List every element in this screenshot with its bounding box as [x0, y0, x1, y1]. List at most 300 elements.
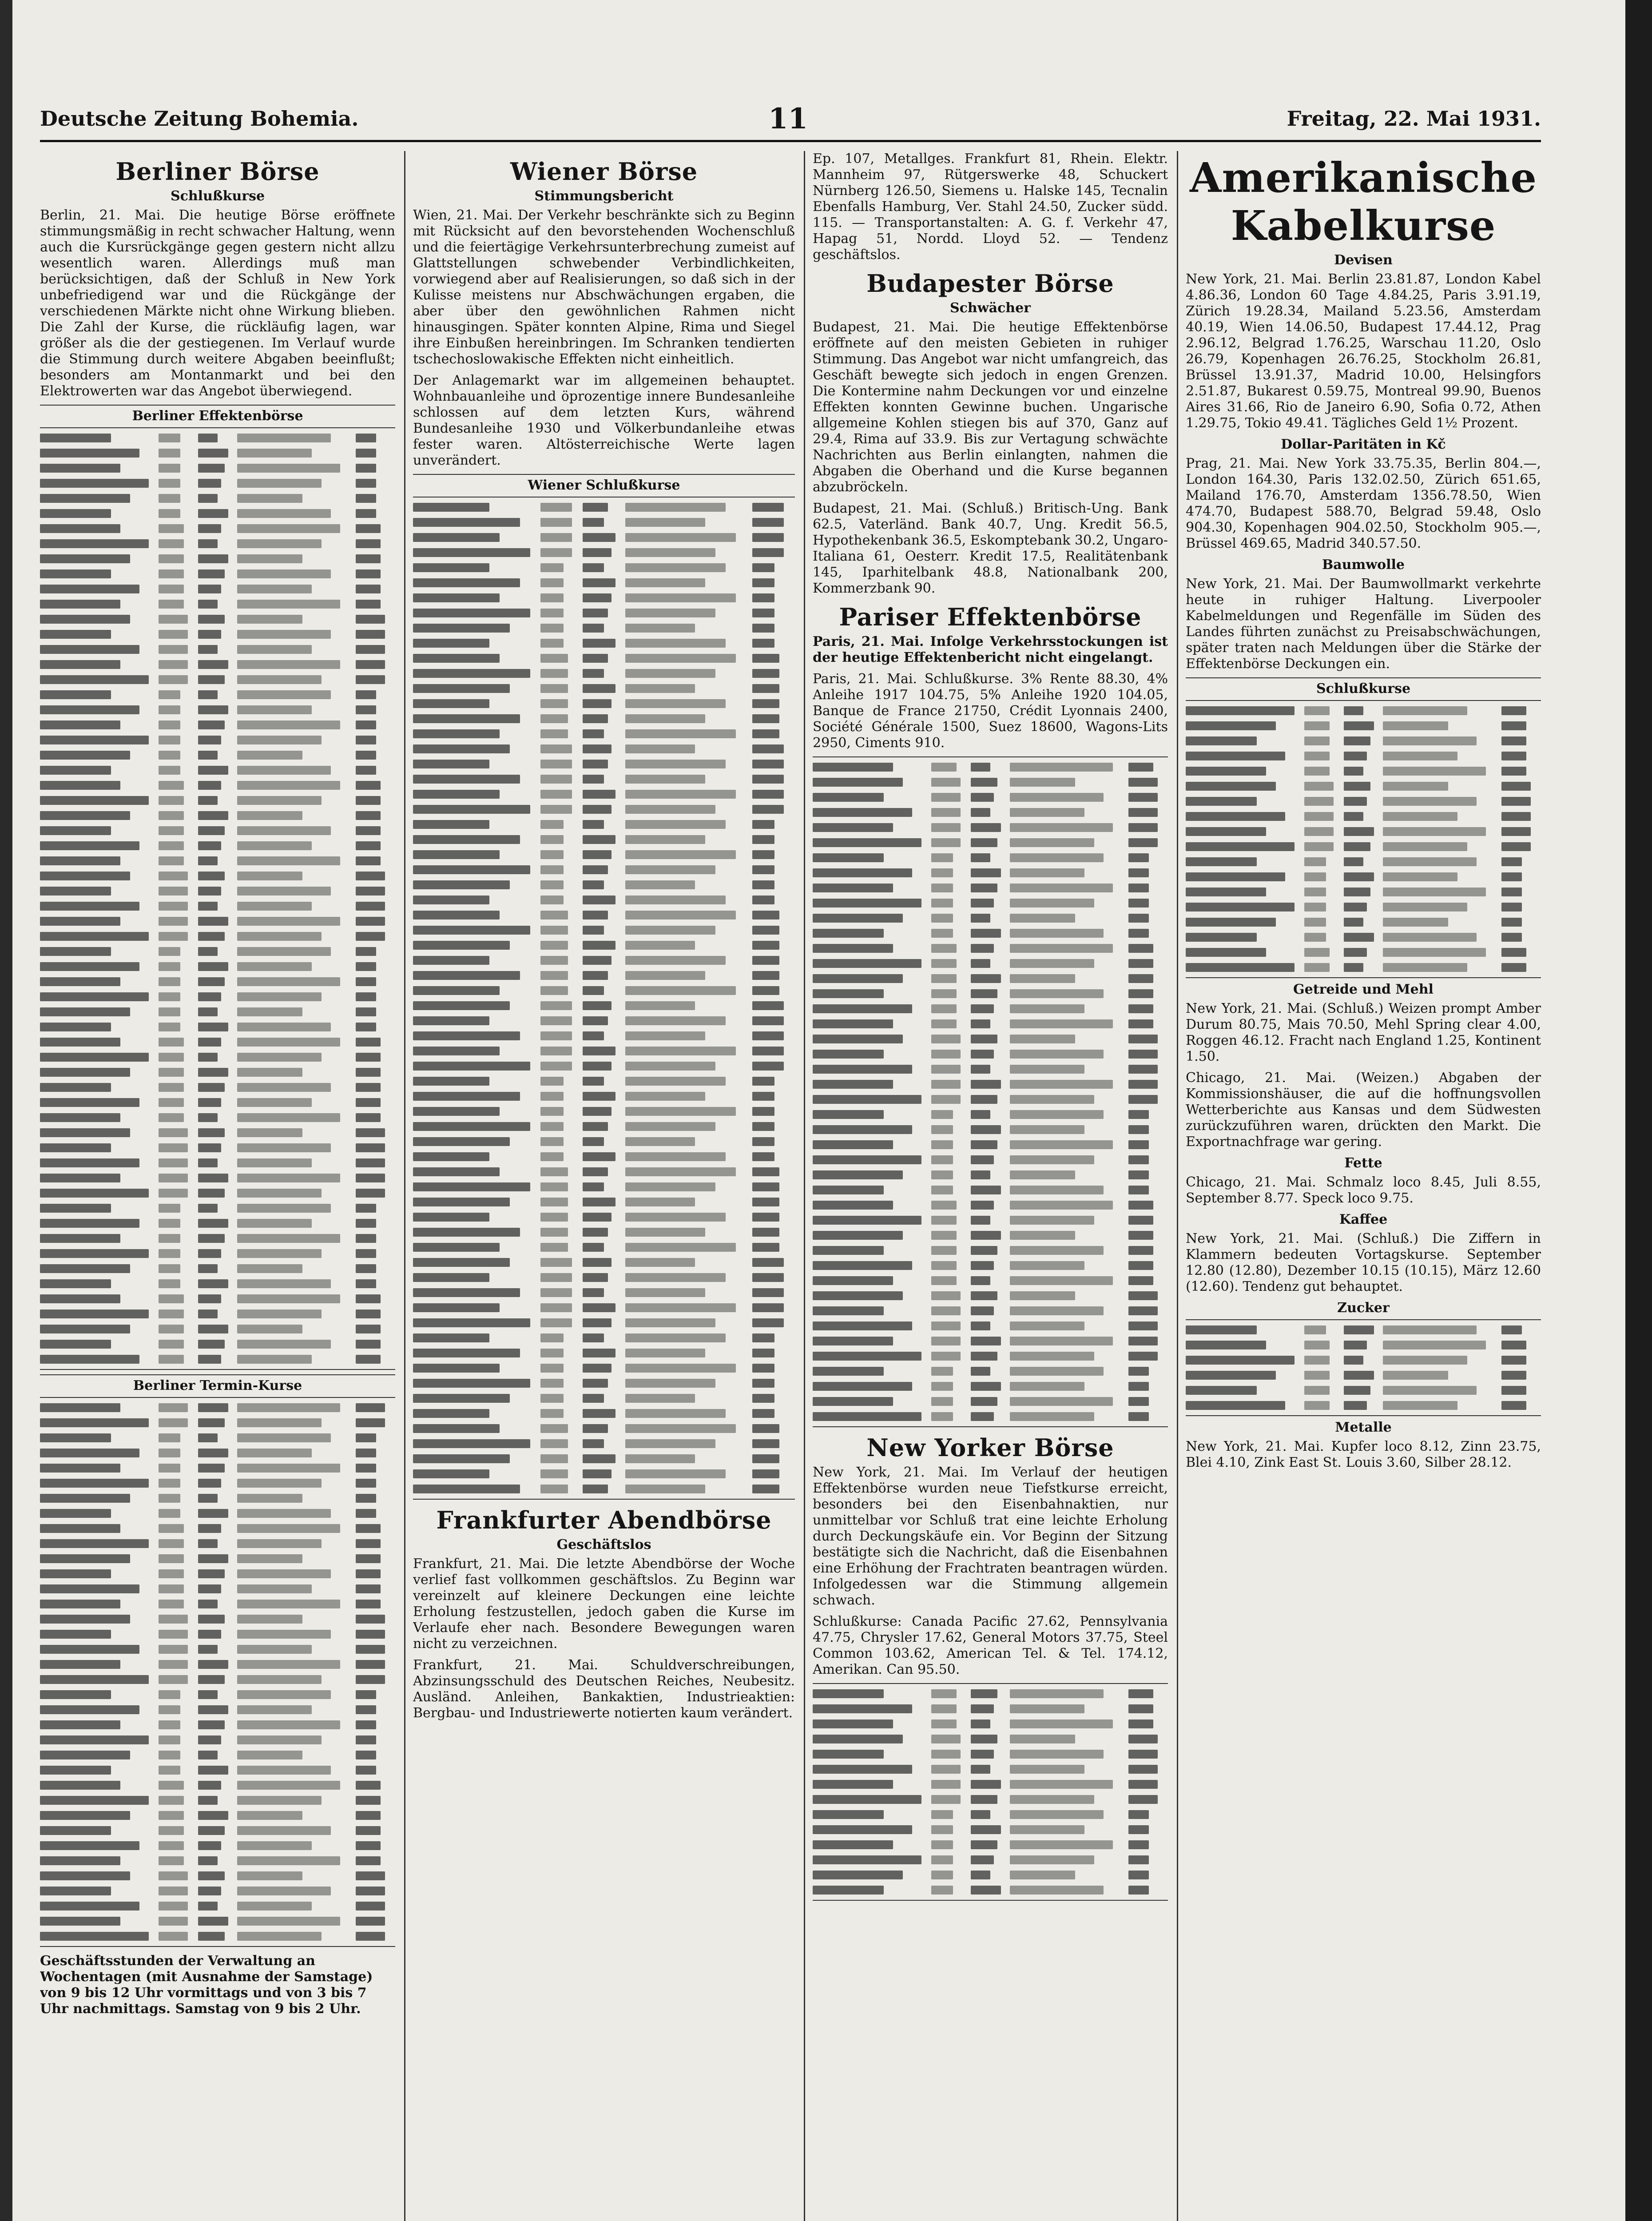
print-line [583, 1243, 604, 1252]
quotation-cell [1128, 1065, 1168, 1074]
print-line [540, 1062, 572, 1071]
print-line [356, 992, 376, 1001]
print-line [540, 941, 568, 950]
quotation-cell [583, 1243, 625, 1252]
quotation-cell [625, 639, 753, 648]
quotation-cell [625, 578, 753, 587]
print-line [356, 720, 376, 729]
quotation-cell [198, 1325, 238, 1333]
print-line [1128, 1840, 1149, 1849]
print-line [1128, 838, 1158, 847]
print-line [1010, 974, 1075, 983]
print-line [237, 1113, 340, 1122]
quotation-cell [625, 911, 753, 919]
print-line [1010, 1095, 1094, 1104]
quotation-cell [198, 796, 238, 805]
print-line [971, 823, 1001, 832]
quotation-cell [356, 1720, 395, 1729]
quotation-cell [237, 1433, 356, 1442]
quotation-cell [971, 808, 1010, 817]
quotation-cell [237, 1751, 356, 1759]
print-line [971, 1246, 997, 1255]
quotation-cell [813, 823, 931, 832]
quotation-cell [356, 1796, 395, 1805]
print-line [752, 518, 784, 527]
quotation-cell [356, 1068, 395, 1077]
print-line [237, 1310, 321, 1318]
quotation-cell [356, 615, 395, 624]
print-line [1010, 1186, 1104, 1194]
quotation-cell [540, 1001, 583, 1010]
print-line [237, 449, 312, 458]
quotation-cell [413, 669, 540, 678]
quotation-cell [971, 1004, 1010, 1013]
quotation-row [413, 772, 795, 786]
print-line [1304, 1356, 1330, 1365]
quotation-cell [356, 962, 395, 971]
print-line [931, 808, 961, 817]
quotation-cell [198, 1539, 238, 1548]
quotation-cell [40, 1932, 159, 1941]
print-line [752, 714, 779, 723]
print-line [813, 1795, 921, 1804]
quotation-cell [583, 896, 625, 904]
print-line [625, 1001, 695, 1010]
quotation-row [413, 1255, 795, 1270]
quotation-cell [40, 1418, 159, 1427]
print-line [237, 1766, 331, 1775]
quotation-cell [1010, 1382, 1128, 1391]
quotation-cell [413, 1213, 540, 1222]
quotation-row [813, 1702, 1168, 1716]
quotation-cell [356, 1234, 395, 1243]
quotation-cell [971, 1810, 1010, 1819]
quotation-cell [583, 865, 625, 874]
quotation-row [413, 576, 795, 590]
print-line [971, 1367, 990, 1376]
print-line [625, 1303, 736, 1312]
quotation-cell [813, 989, 931, 998]
print-line [198, 1856, 218, 1865]
quotation-cell [752, 1424, 795, 1433]
quotation-cell [1010, 1125, 1128, 1134]
quotation-row [813, 1138, 1168, 1152]
quotation-cell [1344, 918, 1383, 927]
print-line [813, 1201, 893, 1210]
print-line [752, 790, 784, 799]
print-line [198, 1524, 221, 1533]
print-line [813, 1276, 893, 1285]
quotation-cell [1128, 1780, 1168, 1789]
quotation-cell [159, 645, 198, 654]
print-line [198, 811, 228, 820]
print-line [1128, 778, 1158, 787]
quotation-cell [931, 868, 971, 877]
quotation-cell [237, 720, 356, 729]
quotation-row [40, 1793, 395, 1807]
print-line [583, 1273, 608, 1282]
print-line [237, 1494, 302, 1503]
quotation-cell [1186, 888, 1304, 896]
quotation-row [813, 1364, 1168, 1378]
print-line [931, 899, 953, 908]
print-line [159, 917, 188, 926]
print-line [237, 1630, 331, 1639]
print-line [540, 1318, 572, 1327]
quotation-cell [356, 1871, 395, 1880]
print-line [583, 760, 608, 768]
print-line [40, 1841, 139, 1850]
quotation-cell [1010, 1095, 1128, 1104]
print-line [40, 1735, 149, 1744]
print-line [413, 1137, 510, 1146]
print-line [198, 1584, 221, 1593]
print-line [813, 884, 893, 892]
print-line [931, 1110, 953, 1119]
print-line [1501, 1341, 1526, 1349]
print-line [540, 1364, 564, 1373]
quotation-row [40, 1005, 395, 1019]
quotation-cell [198, 1355, 238, 1364]
print-line [971, 974, 1001, 983]
print-line [1010, 929, 1104, 938]
quotation-cell [198, 539, 238, 548]
table-title: Berliner Termin-Kurse [40, 1374, 395, 1393]
quotation-cell [1344, 782, 1383, 791]
quotation-row [813, 1062, 1168, 1076]
print-line [159, 449, 180, 458]
section-subtitle: Getreide und Mehl [1293, 982, 1434, 997]
quotation-cell [625, 1107, 753, 1116]
quotation-row [413, 666, 795, 681]
print-line [413, 760, 489, 768]
print-line [1128, 1065, 1158, 1074]
print-line [356, 615, 385, 624]
print-line [752, 1092, 774, 1101]
quotation-cell [625, 1001, 753, 1010]
quotation-cell [1010, 1735, 1128, 1743]
quotation-cell [1010, 1855, 1128, 1864]
quotation-cell [931, 1412, 971, 1421]
print-line [237, 1433, 331, 1442]
print-line [198, 872, 225, 880]
print-line [159, 1038, 184, 1047]
quotation-row [413, 697, 795, 711]
quotation-cell [159, 600, 198, 609]
quotation-cell [540, 941, 583, 950]
quotation-cell [198, 1053, 238, 1062]
print-line [583, 1454, 616, 1463]
quotation-cell [237, 705, 356, 714]
quotation-cell [356, 1932, 395, 1941]
quotation-cell [931, 1825, 971, 1834]
quotation-cell [198, 1690, 238, 1699]
print-line [1344, 767, 1363, 776]
print-line [356, 509, 376, 518]
quotation-cell [40, 675, 159, 684]
quotation-cell [931, 1321, 971, 1330]
print-line [40, 615, 130, 624]
quotation-cell [413, 624, 540, 633]
quotation-cell [413, 896, 540, 904]
print-line [198, 1720, 225, 1729]
print-line [583, 1439, 604, 1448]
print-line [159, 1645, 188, 1654]
print-line [625, 1092, 706, 1101]
quotation-cell [237, 1630, 356, 1639]
quotation-cell [540, 714, 583, 723]
quotation-cell [540, 669, 583, 678]
quotation-row [40, 1156, 395, 1170]
print-line [752, 1198, 779, 1206]
quotation-cell [1304, 963, 1344, 972]
print-line [583, 684, 616, 693]
quotation-row [1186, 1368, 1541, 1382]
quotation-cell [931, 1719, 971, 1728]
print-line [40, 1887, 111, 1895]
quotation-cell [583, 1016, 625, 1025]
print-line [583, 548, 612, 557]
quotation-row [413, 1104, 795, 1118]
quotation-cell [159, 1174, 198, 1182]
quotation-cell [1010, 899, 1128, 908]
print-line [159, 1279, 180, 1288]
print-line [583, 1062, 612, 1071]
quotation-cell [583, 1318, 625, 1327]
quotation-cell [356, 1675, 395, 1684]
print-line [813, 914, 903, 923]
quotation-cell [198, 675, 238, 684]
quotation-row [40, 1126, 395, 1140]
quotation-row [40, 929, 395, 943]
print-line [1304, 857, 1326, 866]
print-line [583, 880, 604, 889]
quotation-cell [40, 1174, 159, 1182]
print-line [583, 744, 612, 753]
quotation-row [40, 1884, 395, 1898]
quotation-cell [40, 992, 159, 1001]
quotation-cell [159, 1735, 198, 1744]
quotation-row [40, 1612, 395, 1626]
quotation-row [413, 878, 795, 892]
quotation-row [813, 1838, 1168, 1852]
quotation-cell [356, 1690, 395, 1699]
quotation-cell [40, 585, 159, 593]
print-line [971, 914, 990, 923]
quotation-cell [237, 1418, 356, 1427]
quotation-row [413, 1452, 795, 1466]
print-line [356, 796, 381, 805]
print-line [159, 1615, 188, 1624]
print-line [1128, 1750, 1158, 1759]
quotation-cell [1304, 1356, 1344, 1365]
quotation-cell [971, 1201, 1010, 1210]
print-line [1010, 1306, 1104, 1315]
print-line [1128, 929, 1149, 938]
quotation-cell [413, 911, 540, 919]
print-line [813, 1825, 912, 1834]
quotation-cell [1186, 827, 1304, 836]
print-line [625, 805, 716, 814]
quotation-cell [40, 600, 159, 609]
print-line [971, 1795, 997, 1804]
quotation-cell [159, 615, 198, 624]
quotation-rows [813, 1684, 1168, 1900]
print-line [971, 1735, 997, 1743]
print-line [356, 872, 385, 880]
quotation-row [40, 1461, 395, 1475]
print-line [356, 1856, 381, 1865]
print-line [237, 977, 340, 986]
quotation-cell [625, 1469, 753, 1478]
print-line [237, 932, 321, 941]
print-line [1304, 752, 1330, 760]
quotation-cell [625, 1485, 753, 1493]
quotation-cell [625, 1409, 753, 1418]
print-line [40, 1494, 130, 1503]
quotation-cell [971, 1750, 1010, 1759]
print-line [583, 971, 608, 980]
quotation-cell [931, 1140, 971, 1149]
quotation-row [40, 1552, 395, 1566]
quotation-cell [813, 1125, 931, 1134]
print-line [40, 569, 111, 578]
print-line [237, 1068, 302, 1077]
quotation-cell [971, 1795, 1010, 1804]
quotation-cell [356, 1174, 395, 1182]
quotation-cell [237, 781, 356, 790]
print-line [625, 593, 736, 602]
quotation-row [413, 1044, 795, 1058]
quotation-cell [971, 1840, 1010, 1849]
print-line [1304, 842, 1334, 851]
quotation-cell [198, 1887, 238, 1895]
quotation-cell [198, 841, 238, 850]
print-line [356, 1098, 381, 1107]
print-line [237, 1038, 340, 1047]
quotation-cell [1128, 1367, 1168, 1376]
print-line [237, 1856, 340, 1865]
print-line [1186, 1401, 1285, 1410]
quotation-cell [1186, 903, 1304, 911]
quotation-row [40, 1491, 395, 1505]
quotation-cell [625, 1047, 753, 1055]
print-line [356, 1645, 385, 1654]
print-line [931, 868, 953, 877]
quotation-cell [159, 1053, 198, 1062]
quotation-cell [237, 1856, 356, 1865]
print-line [813, 929, 884, 938]
quotation-cell [40, 1645, 159, 1654]
quotation-cell [1010, 989, 1128, 998]
print-line [40, 1826, 111, 1835]
print-line [752, 880, 774, 889]
quotation-row [40, 1506, 395, 1520]
quotation-cell [1128, 1825, 1168, 1834]
quotation-cell [159, 1007, 198, 1016]
quotation-cell [1128, 914, 1168, 923]
quotation-cell [1186, 963, 1304, 972]
print-line [583, 1258, 612, 1267]
print-line [159, 1418, 188, 1427]
quotation-cell [931, 1795, 971, 1804]
quotation-cell [625, 624, 753, 633]
quotation-cell [583, 669, 625, 678]
print-line [813, 1397, 893, 1406]
print-line [752, 1409, 774, 1418]
quotation-cell [1128, 989, 1168, 998]
quotation-cell [1304, 736, 1344, 745]
quotation-cell [1186, 812, 1304, 821]
print-line [540, 518, 572, 527]
quotation-cell [356, 781, 395, 790]
print-line [625, 820, 726, 829]
print-line [540, 850, 564, 859]
section-title-newyork: New Yorker Börse [866, 1433, 1114, 1462]
quotation-cell [40, 1355, 159, 1364]
quotation-row [413, 1134, 795, 1149]
print-line [159, 1902, 188, 1911]
quotation-cell [356, 1038, 395, 1047]
quotation-row [1186, 915, 1541, 929]
quotation-row [413, 1150, 795, 1164]
print-line [1383, 721, 1448, 730]
quotation-cell [198, 1158, 238, 1167]
print-line [356, 675, 385, 684]
print-line [356, 1569, 381, 1578]
quotation-cell [1304, 842, 1344, 851]
quotation-cell [198, 947, 238, 956]
quotation-cell [752, 1469, 795, 1478]
print-line [583, 1228, 608, 1237]
quotation-cell [625, 744, 753, 753]
quotation-cell [1010, 1291, 1128, 1300]
quotation-cell [159, 781, 198, 790]
quotation-cell [1128, 823, 1168, 832]
quotation-row [413, 1437, 795, 1451]
print-line [931, 763, 957, 772]
quotation-cell [198, 1494, 238, 1503]
quotation-row [413, 893, 795, 907]
quotation-cell [40, 1917, 159, 1926]
quotation-cell [40, 615, 159, 624]
quotation-cell [237, 1690, 356, 1699]
print-line [583, 1167, 608, 1176]
section-title-budapest: Budapester Börse [866, 269, 1114, 298]
quotation-cell [413, 865, 540, 874]
print-line [971, 1352, 997, 1361]
quotation-cell [540, 911, 583, 919]
print-line [356, 1464, 376, 1473]
quotation-cell [159, 1811, 198, 1820]
quotation-cell [159, 841, 198, 850]
quotation-cell [625, 1318, 753, 1327]
print-line [1128, 974, 1153, 983]
print-line [40, 1449, 139, 1457]
quotation-row [1186, 704, 1541, 718]
quotation-cell [540, 775, 583, 784]
quotation-cell [540, 503, 583, 512]
print-line [40, 1143, 111, 1152]
quotation-cell [40, 872, 159, 880]
print-line [813, 868, 912, 877]
quotation-cell [1304, 1401, 1344, 1410]
quotation-cell [237, 856, 356, 865]
quotation-row [40, 1899, 395, 1913]
print-line [625, 1469, 726, 1478]
print-line [237, 464, 340, 473]
quotation-cell [159, 479, 198, 488]
